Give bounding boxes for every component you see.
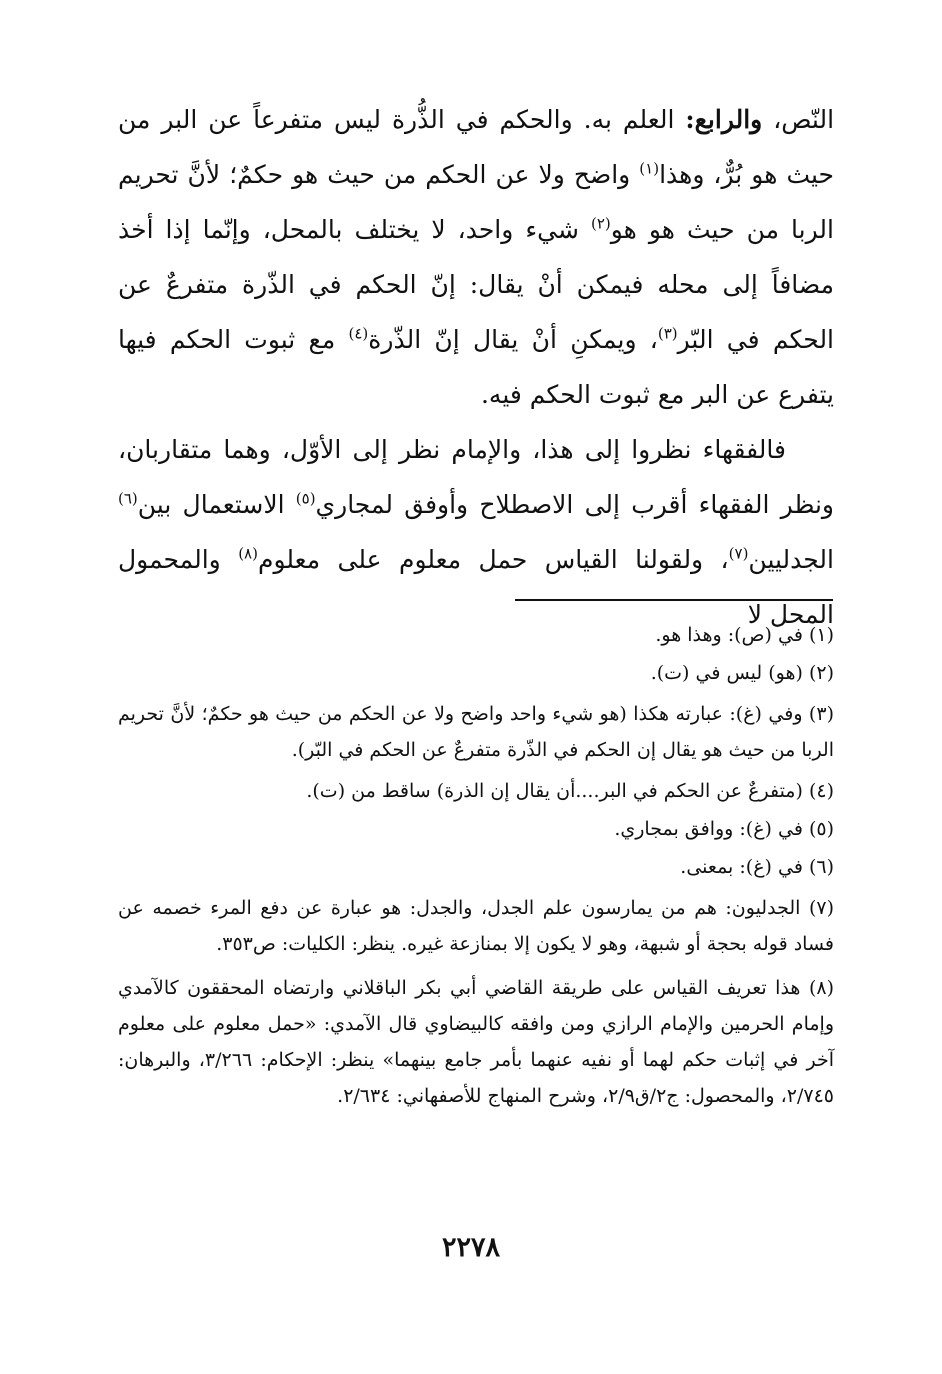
- footnote-7: [118, 890, 834, 962]
- footnote-8: [118, 970, 834, 1114]
- footnote-5: (٥) في (غ): ووافق بمجاري.: [614, 818, 834, 840]
- text-run: والمحمول المحل لا: [118, 545, 834, 629]
- footnote-3: [118, 696, 834, 768]
- footnote-1: (١) في (ص): وهذا هو.: [655, 624, 834, 646]
- text-run: النّص،: [762, 105, 835, 134]
- footnote-ref: (٥): [295, 489, 316, 508]
- footnote-ref: (٨): [238, 544, 258, 563]
- footnote-4: (٤) (متفرعٌ عن الحكم في البر....أن يقال إن الذرة) ساقط من (ت).: [306, 780, 834, 802]
- footnote-ref: (٧): [728, 544, 749, 563]
- footnotes: [118, 620, 834, 1122]
- footnote-2: (٢) (هو) ليس في (ت).: [650, 662, 834, 684]
- footnote-ref: (٣): [657, 324, 678, 343]
- text-run: مع ثبوت الحكم فيها يتفرع عن البر مع ثبوت الحكم فيه.: [118, 325, 834, 409]
- bold-term: والرابع:: [685, 105, 763, 134]
- main-text: [118, 92, 834, 642]
- paragraph-2: [118, 422, 834, 642]
- text-run: الجدليين: [748, 545, 834, 574]
- text-run: الاستعمال بين: [137, 490, 296, 519]
- text-run: ، ويمكنِ أنْ يقال إنّ الذّرة: [368, 325, 658, 354]
- text-run: واضح ولا عن الحكم من حيث هو حكمٌ؛ لأنَّ تحريم الربا من حيث هو هو: [118, 160, 834, 244]
- footnote-ref: (٦): [118, 489, 138, 508]
- text-run: العلم به. والحكم في الذُّرة ليس متفرعاً عن البر من حيث هو بُرٌّ، وهذا: [118, 105, 834, 189]
- footnote-ref: (٢): [590, 214, 611, 233]
- page-number: ٢٢٧٨: [441, 1232, 500, 1263]
- footnote-separator: [515, 599, 833, 601]
- footnote-6: (٦) في (غ): بمعنى.: [680, 856, 834, 878]
- footnote-ref: (٤): [348, 324, 369, 343]
- footnote-3-text: (٣) وفي (غ): عبارته هكذا (هو شيء واحد واضح ولا عن الحكم من حيث هو حكمٌ؛ لأنَّ تحريم الربا من حيث هو يقال إن الحكم في الذّرة متفرعٌ عن الحكم في البّر).: [118, 703, 834, 761]
- text-run: ، ولقولنا القياس حمل معلوم على معلوم: [257, 545, 729, 574]
- paragraph-1: [118, 92, 834, 422]
- footnote-8-text: (٨) هذا تعريف القياس على طريقة القاضي أبي بكر الباقلاني وارتضاه المحققون كالآمدي وإمام الحرمين والإمام الرازي ومن وافقه كالبيضاوي قال الآمدي: «حمل معلوم على معلوم آخر في إثبات حكم لهما أو نفيه عنهما بأمر جامع بينهما» ينظر: الإحكام: ٣/٢٦٦، والبرهان: ٢/٧٤٥، والمحصول: ج٢/ق٢/٩، وشرح المنهاج للأصفهاني: ٢/٦٣٤.: [118, 977, 835, 1107]
- text-run: شيء واحد، لا يختلف بالمحل، وإنّما إذا أخذ مضافاً إلى محله فيمكن أنْ يقال: إنّ الحكم في الذّرة متفرعٌ عن الحكم في البّر: [118, 215, 835, 354]
- text-run: فالفقهاء نظروا إلى هذا، والإمام نظر إلى الأوّل، وهما متقاربان، ونظر الفقهاء أقرب إلى الاصطلاح وأوفق لمجاري: [118, 435, 834, 519]
- footnote-7-text: (٧) الجدليون: هم من يمارسون علم الجدل، والجدل: هو عبارة عن دفع المرء خصمه عن فساد قوله بحجة أو شبهة، وهو لا يكون إلا بمنازعة غيره. ينظر: الكليات: ص٣٥٣.: [118, 897, 834, 955]
- footnote-ref: (١): [639, 159, 660, 178]
